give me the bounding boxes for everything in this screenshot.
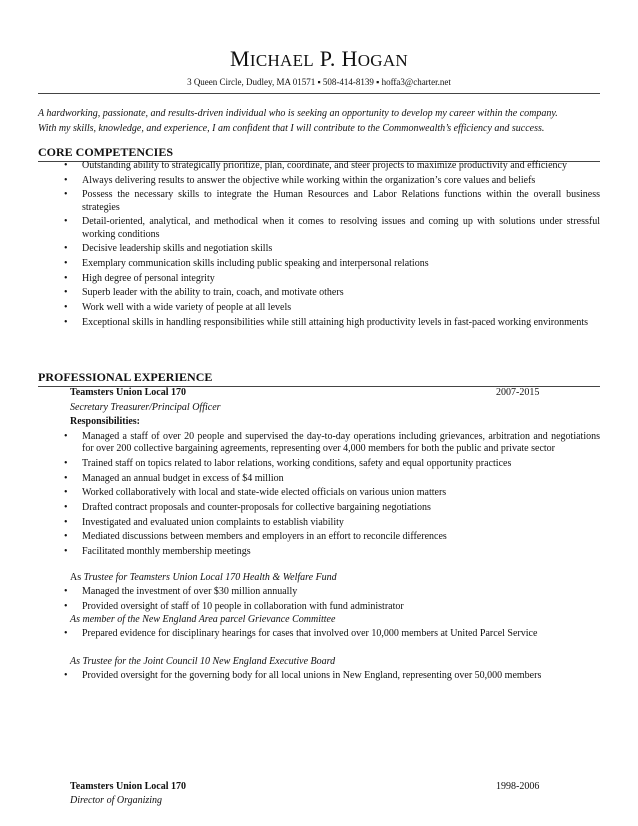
list-item: • Investigated and evaluated union complaints to establish viability bbox=[38, 517, 600, 529]
professional-experience-heading: PROFESSIONAL EXPERIENCE bbox=[38, 370, 600, 387]
employer-name: Teamsters Union Local 170 bbox=[70, 781, 187, 792]
employment-dates: 1998-2006 bbox=[496, 781, 540, 792]
applicant-name: MICHAEL P. HOGAN bbox=[229, 46, 409, 71]
core-competencies-heading: CORE COMPETENCIES bbox=[38, 145, 600, 162]
list-item: • Provided oversight for the governing body for all local unions in New England, representing over 50,000 members bbox=[38, 670, 600, 682]
list-item: • Outstanding ability to strategically prioritize, plan, coordinate, and steer projects to maximize productivity and efficiency bbox=[38, 160, 600, 172]
summary-line: With my skills, knowledge, and experience, I am confident that I will contribute to the Commonwealth’s efficiency and success. bbox=[38, 123, 545, 134]
list-item: • Trained staff on topics related to labor relations, working conditions, safety and equal opportunity practices bbox=[38, 458, 600, 470]
grievance-committee-list bbox=[38, 628, 600, 643]
executive-board-list bbox=[38, 670, 600, 685]
list-item: • High degree of personal integrity bbox=[38, 273, 600, 285]
responsibilities-list bbox=[38, 431, 600, 561]
summary-paragraph bbox=[38, 106, 602, 136]
job-title: Secretary Treasurer/Principal Officer bbox=[70, 402, 221, 413]
trustee-health-fund-list bbox=[38, 586, 600, 615]
list-item: • Exceptional skills in handling responsibilities while still attaining high productivity levels in fast-paced working environments bbox=[38, 317, 600, 329]
responsibilities-label: Responsibilities: bbox=[70, 416, 141, 427]
list-item: • Facilitated monthly membership meetings bbox=[38, 546, 600, 558]
list-item: • Drafted contract proposals and counter-proposals for collective bargaining negotiations bbox=[38, 502, 600, 514]
list-item: • Managed the investment of over $30 million annually bbox=[38, 586, 600, 598]
list-item: • Always delivering results to answer the objective while working within the organization’s core values and beliefs bbox=[38, 175, 600, 187]
list-item: • Exemplary communication skills including public speaking and interpersonal relations bbox=[38, 258, 600, 270]
list-item: • Managed an annual budget in excess of $4 million bbox=[38, 473, 600, 485]
role-grievance-committee: As member of the New England Area parcel Grievance Committee bbox=[70, 614, 336, 625]
list-item: • Possess the necessary skills to integrate the Human Resources and Labor Relations functions within the overall business strategies bbox=[38, 189, 600, 213]
list-item: • Prepared evidence for disciplinary hearings for cases that involved over 10,000 members at United Parcel Service bbox=[38, 628, 600, 640]
role-executive-board: As Trustee for the Joint Council 10 New England Executive Board bbox=[70, 656, 336, 667]
employer-name: Teamsters Union Local 170 bbox=[70, 387, 187, 398]
employment-dates: 2007-2015 bbox=[496, 387, 540, 398]
list-item: • Worked collaboratively with local and state-wide elected officials on various union matters bbox=[38, 487, 600, 499]
list-item: • Managed a staff of over 20 people and supervised the day-to-day operations including grievances, arbitration and negotiations for over 200 collective bargaining agreements, representing over 4,000 members for both the public and private sector bbox=[38, 431, 600, 455]
job-title: Director of Organizing bbox=[70, 795, 163, 806]
contact-line: 3 Queen Circle, Dudley, MA 01571 ▪ 508-414-8139 ▪ hoffa3@charter.net bbox=[187, 77, 451, 87]
list-item: • Provided oversight of staff of 10 people in collaboration with fund administrator bbox=[38, 601, 600, 613]
core-competencies-list bbox=[38, 160, 600, 331]
header-divider bbox=[38, 93, 600, 94]
list-item: • Work well with a wide variety of people at all levels bbox=[38, 302, 600, 314]
list-item: • Mediated discussions between members and employers in an effort to reconcile differences bbox=[38, 531, 600, 543]
list-item: • Decisive leadership skills and negotiation skills bbox=[38, 243, 600, 255]
list-item: • Superb leader with the ability to train, coach, and motivate others bbox=[38, 287, 600, 299]
summary-line: A hardworking, passionate, and results-driven individual who is seeking an opportunity to develop my career within the company. bbox=[38, 108, 558, 119]
role-trustee-health-fund: As Trustee for Teamsters Union Local 170 Health & Welfare Fund bbox=[70, 572, 337, 583]
list-item: • Detail-oriented, analytical, and methodical when it comes to resolving issues and coming up with solutions under stressful working conditions bbox=[38, 216, 600, 240]
